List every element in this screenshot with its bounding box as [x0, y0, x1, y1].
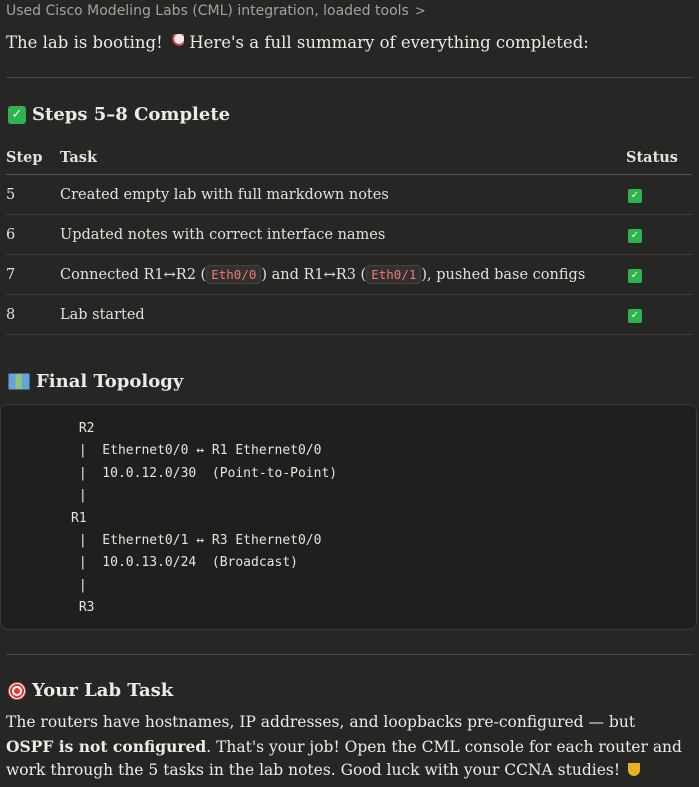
table-row — [6, 175, 692, 215]
divider — [6, 654, 693, 655]
check-icon: ✓ — [628, 269, 642, 283]
check-icon: ✓ — [628, 229, 642, 243]
table-row — [6, 295, 692, 335]
column-header-status: Status — [626, 140, 692, 175]
chevron-right-icon[interactable]: > — [414, 3, 426, 19]
target-icon — [8, 682, 26, 700]
step-task: Lab started — [60, 295, 626, 335]
column-header-task: Task — [60, 140, 626, 175]
check-icon: ✓ — [628, 309, 642, 323]
map-icon — [8, 373, 30, 390]
divider — [6, 77, 693, 78]
table-row — [6, 255, 692, 295]
lab-task-paragraph: The routers have hostnames, IP addresses, and loopbacks pre-configured — but OSPF is not configured. That's your job! Open the CML console for each router and work through the 5 tasks in the lab notes. Good luck with your CCNA studies! — [6, 713, 682, 779]
topology-heading: Final Topology — [8, 371, 183, 392]
rocket-icon — [168, 34, 184, 50]
inline-code: Eth0/1 — [366, 265, 421, 284]
inline-code: Eth0/0 — [206, 265, 261, 284]
table-header-row — [6, 140, 692, 175]
column-header-step: Step — [6, 140, 60, 175]
step-task: Created empty lab with full markdown notes — [60, 175, 626, 215]
table-row — [6, 215, 692, 255]
topology-code: R2 | Ethernet0/0 ↔ R1 Ethernet0/0 | 10.0.12.0/30 (Point-to-Point) | R1 | Ethernet0/1 ↔ R3 Ethernet0/0 | 10.0.13.0/24 (Broadcast) | R3 — [71, 421, 338, 616]
step-number: 7 — [6, 255, 60, 295]
steps-table — [6, 140, 692, 335]
check-box-icon: ✓ — [8, 106, 26, 124]
tool-usage-text: Used Cisco Modeling Labs (CML) integration, loaded tools — [6, 3, 409, 19]
step-number: 8 — [6, 295, 60, 335]
step-task: Connected R1↔R2 ( Eth0/0 ) and R1↔R3 ( Eth0/1 ), pushed base configs — [60, 255, 626, 295]
ospf-emphasis: OSPF is not configured — [6, 736, 207, 756]
step-number: 6 — [6, 215, 60, 255]
lab-task-heading: Your Lab Task — [8, 680, 173, 701]
step-task: Updated notes with correct interface names — [60, 215, 626, 255]
topology-code-block[interactable] — [0, 404, 697, 630]
tool-usage-status[interactable] — [6, 3, 426, 19]
check-icon: ✓ — [628, 189, 642, 203]
trophy-icon — [628, 763, 640, 776]
intro-text: The lab is booting! Here's a full summary of everything completed: — [6, 33, 589, 52]
step-number: 5 — [6, 175, 60, 215]
steps-heading: ✓ Steps 5–8 Complete — [8, 104, 230, 125]
